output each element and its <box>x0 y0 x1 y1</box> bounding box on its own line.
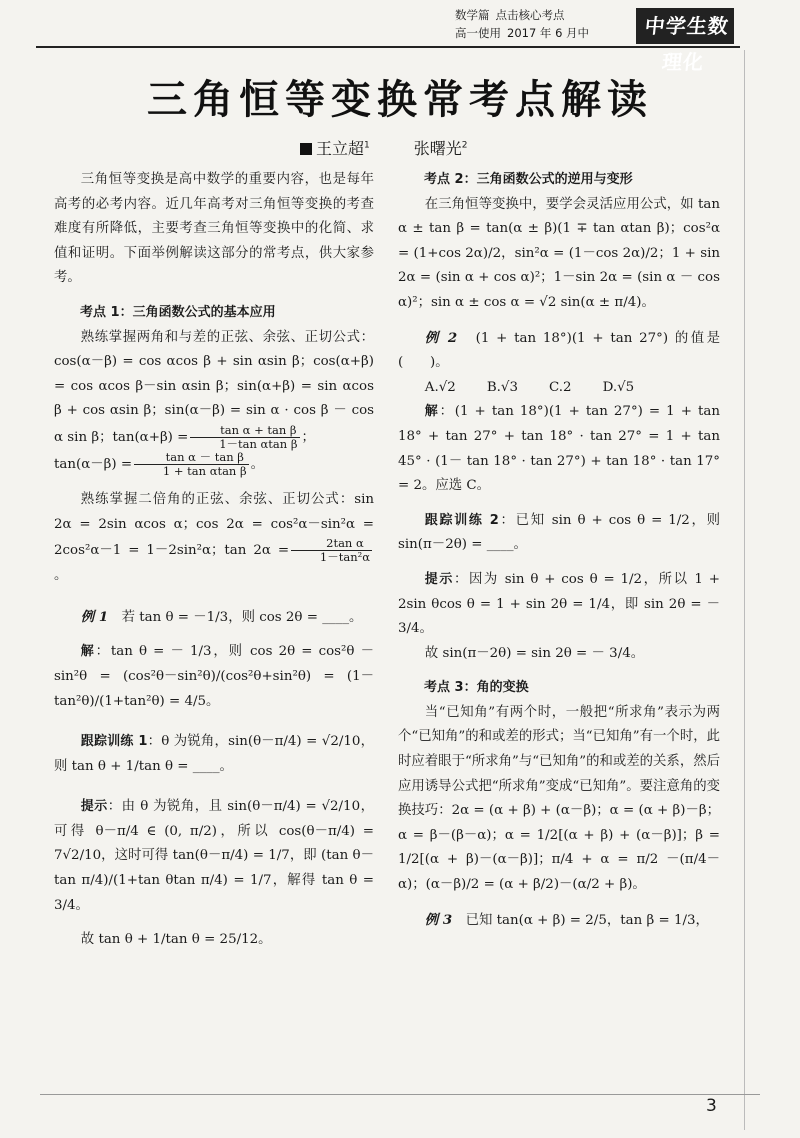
example-2: 例 2 (1 + tan 18°)(1 + tan 27°) 的值是( )。 <box>398 329 721 371</box>
training-1-hint: 提示：由 θ 为锐角，且 sin(θ－π/4) = √2/10，可得 θ－π/4 ∈ (0, π/2)，所以 cos(θ－π/4) = 7√2/10，这时可得 tan(θ－π/4) = 1/7，即 (tan θ－tan π/4)/(1+tan θtan π/4) = 1/7，解得 tan θ = 3/4。 <box>54 799 374 913</box>
header-issue: 2017 年 6 月中 <box>507 26 590 40</box>
right-column <box>398 168 720 933</box>
header-meta <box>455 6 625 42</box>
example-3: 例 3 已知 tan(α + β) = 2/5，tan β = 1/3， <box>424 911 709 928</box>
training-1-conclusion: 故 tan θ + 1/tan θ = 25/12。 <box>80 932 272 948</box>
left-column <box>54 168 374 953</box>
training-2-hint: 提示：因为 sin θ + cos θ = 1/2，所以 1 + 2sin θcos θ = 1 + sin 2θ = 1/4，即 sin 2θ = －3/4。 <box>398 571 720 637</box>
page-number: 3 <box>706 1096 717 1116</box>
example-2-solution: 解：(1 + tan 18°)(1 + tan 27°) = 1 + tan 18° + tan 27° + tan 18° · tan 27° = 1 + tan 45° · (1－ tan 18° · tan 27°) + tan 18° · tan 17° = 2。应选 C。 <box>398 404 720 494</box>
kp1-paragraph-2: 熟练掌握二倍角的正弦、余弦、正切公式：sin 2α = 2sin αcos α；cos 2α = cos²α－sin²α = 2cos²α－1 = 1－2sin²α；tan 2α = $\frac{\text{2tan α}}{\text{1－tan²α}}$ 。 <box>54 491 374 584</box>
option-a: A.√2 <box>424 379 456 395</box>
formula-tan-diff: $\frac{\text{tan α － tan β}}{\text{1 + tan αtan β}}$ <box>134 451 249 478</box>
example-2-options <box>398 376 720 401</box>
kp3-paragraph: 当“已知角”有两个时，一般把“所求角”表示为两个“已知角”的和或差的形式；当“已知角”有一个时，此时应着眼于“所求角”与“已知角”的和或差的关系，然后应用诱导公式把“所求角”变成“已知角”。要注意角的变换技巧：2α = (α + β) + (α－β)；α = (α + β)－β；α = β－(β－α)；α = 1/2[(α + β) + (α－β)]；β = 1/2[(α + β)－(α－β)]；π/4 + α = π/2 －(π/4－α)；(α－β)/2 = (α + β/2)－(α/2 + β)。 <box>398 704 720 893</box>
kp3-heading: 考点 3：角的变换 <box>424 680 529 696</box>
header-rule <box>36 46 740 48</box>
option-b: B.√3 <box>486 379 518 395</box>
author-marker-icon <box>300 143 312 155</box>
option-c: C.2 <box>549 379 572 395</box>
intro-paragraph: 三角恒等变换是高中数学的重要内容，也是每年高考的必考内容。近几年高考对三角恒等变换的考查难度有所降低，主要考查三角恒等变换中的化简、求值和证明。下面举例解读这部分的常考点，供大家参考。 <box>54 172 374 286</box>
header-section: 数学篇 <box>455 8 490 22</box>
footer-rule <box>40 1094 760 1095</box>
example-1: 例 1 若 tan θ = －1/3，则 cos 2θ = ____。 <box>80 608 363 625</box>
author-2: 张曙光 <box>413 139 462 158</box>
page-edge-rule <box>744 50 745 1130</box>
magazine-logo: 中学生数理化 <box>636 8 734 44</box>
kp2-heading: 考点 2：三角函数公式的逆用与变形 <box>424 172 633 187</box>
kp2-paragraph: 在三角恒等变换中，要学会灵活应用公式，如 tan α ± tan β = tan(α ± β)(1 ∓ tan αtan β)；cos²α = (1+cos 2α)/2，sin²α = (1－cos 2α)/2；1 + sin 2α = (sin α + cos α)²；1－sin 2α = (sin α － cos α)²；sin α ± cos α = √2 sin(α ± π/4)。 <box>398 196 720 310</box>
training-1: 跟踪训练 1：θ 为锐角，sin(θ－π/4) = √2/10，则 tan θ + 1/tan θ = ____。 <box>54 734 374 774</box>
header-column: 点击核心考点 <box>495 8 565 22</box>
article-title: 三角恒等变换常考点解读 <box>147 77 653 123</box>
kp1-heading: 考点 1：三角函数公式的基本应用 <box>80 304 276 320</box>
option-d: D.√5 <box>602 379 635 395</box>
kp1-paragraph-1: 熟练掌握两角和与差的正弦、余弦、正切公式：cos(α－β) = cos αcos β + sin αsin β；cos(α+β) = cos αcos β－sin αsin β；sin(α+β) = sin αcos β + cos αsin β；sin(α－β) = sin α · cos β － cos α sin β；tan(α+β) = $\frac{\text{tan α + tan β}}{\text{1－tan αtan β}}$ ； tan(α－β) = $\frac{\text{tan α － tan β}}{\text{1 + tan αtan β}}$ 。 <box>54 329 374 478</box>
author-1: 王立超 <box>316 139 365 158</box>
formula-tan-sum: $\frac{\text{tan α + tan β}}{\text{1－tan αtan β}}$ <box>190 424 299 451</box>
example-1-solution: 解：tan θ = － 1/3，则 cos 2θ = cos²θ － sin²θ = (cos²θ－sin²θ)/(cos²θ+sin²θ) = (1－tan²θ)/(1+tan²θ) = 4/5。 <box>54 644 374 709</box>
article-authors: 王立超$^1$ 张曙光$^2$ <box>300 136 468 159</box>
header-audience: 高一使用 <box>455 26 501 40</box>
formula-tan-double: $\frac{\text{2tan α}}{\text{1－tan²α}}$ <box>291 537 372 564</box>
training-2: 跟踪训练 2：已知 sin θ + cos θ = 1/2，则 sin(π－2θ) = ____。 <box>398 512 720 553</box>
training-2-conclusion: 故 sin(π－2θ) = sin 2θ = － 3/4。 <box>424 645 645 661</box>
